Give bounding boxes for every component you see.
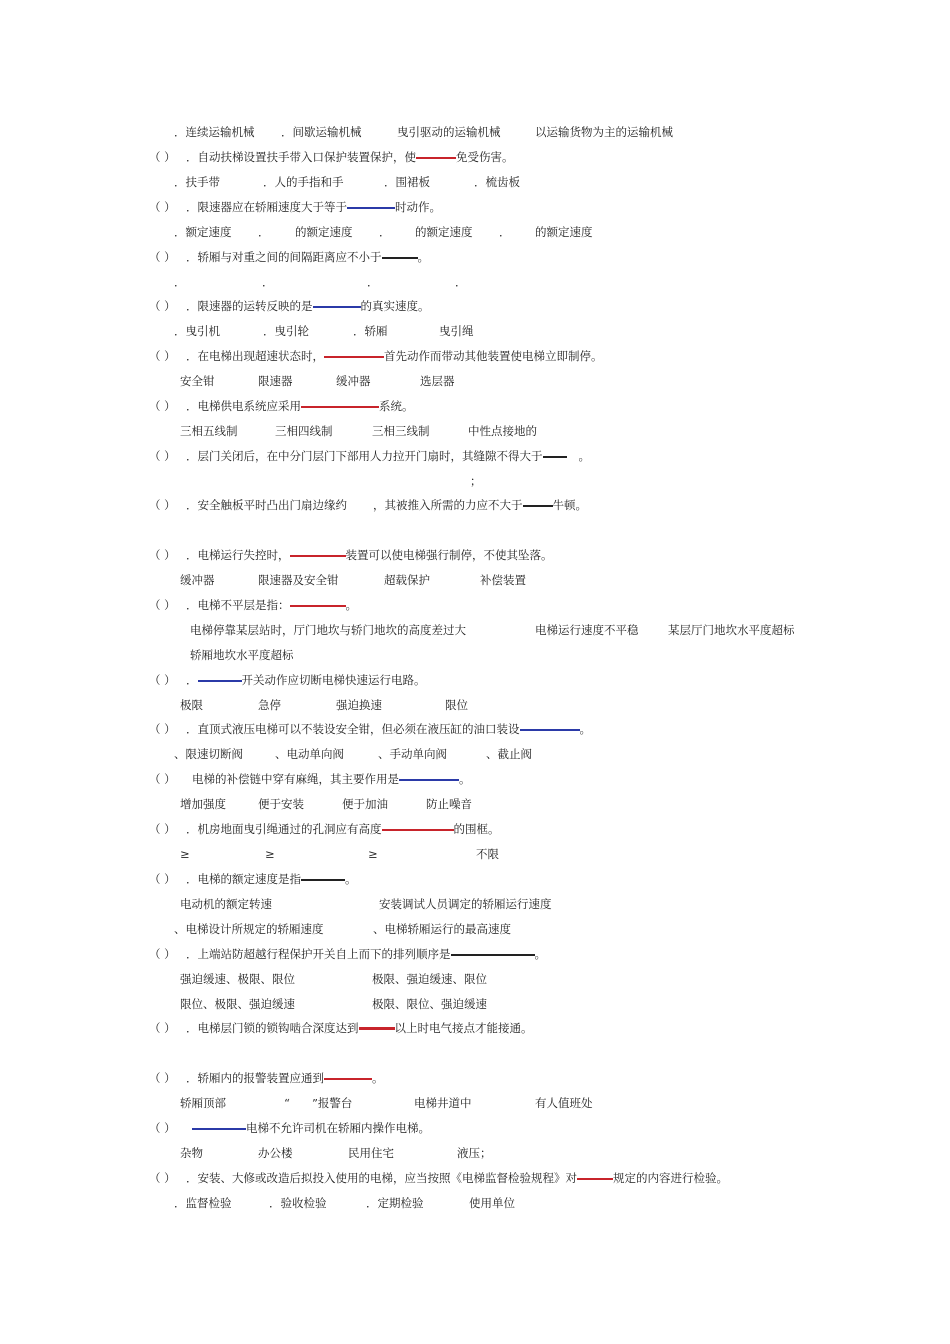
- question-stem: ．轿厢与对重之间的间隔距离应不小于: [186, 250, 382, 264]
- question-stem-end: 免受伤害。: [456, 150, 514, 164]
- answer-blank: [399, 779, 459, 781]
- option-a: 电动机的额定转速: [180, 897, 272, 911]
- question-stem: ．上端站防超越行程保护开关自上而下的排列顺序是: [186, 947, 451, 961]
- answer-blank: [301, 406, 379, 408]
- answer-paren: （ ）: [149, 872, 176, 886]
- option-a: ．: [174, 275, 186, 289]
- question-6: [0, 348, 950, 364]
- answer-paren: （ ）: [149, 947, 176, 961]
- option-d: 有人值班处: [535, 1096, 593, 1110]
- answer-paren: （ ）: [149, 772, 176, 786]
- option-b: 三相四线制: [275, 424, 333, 438]
- answer-paren: （ ）: [149, 1121, 176, 1135]
- question-text: [186, 672, 426, 688]
- option-d: 使用单位: [469, 1196, 515, 1210]
- answer-paren: （ ）: [149, 498, 176, 512]
- question-10: [0, 547, 950, 563]
- option-b: 极限、强迫缓速、限位: [372, 972, 487, 986]
- question-text: [186, 348, 603, 364]
- question-stem: 电梯的补偿链中穿有麻绳，其主要作用是: [192, 772, 399, 786]
- question-text: [186, 199, 441, 215]
- question-stem: ．限速器应在轿厢速度大于等于: [186, 200, 347, 214]
- option-b: 的额定速度: [295, 225, 353, 239]
- answer-paren: （ ）: [149, 722, 176, 736]
- answer-paren: （ ）: [149, 449, 176, 463]
- options-q17-cont: [0, 996, 950, 1012]
- option-c: 、手动单向阀: [378, 747, 447, 761]
- option-b: 限速器及安全钳: [258, 573, 339, 587]
- answer-blank: [347, 207, 395, 209]
- answer-blank: [543, 456, 567, 458]
- answer-blank: [416, 157, 456, 159]
- option-d: 液压；: [457, 1146, 492, 1160]
- answer-blank: [290, 555, 346, 557]
- option-a: 极限: [180, 698, 203, 712]
- options-q17: [0, 971, 950, 987]
- option-b: ．: [262, 275, 274, 289]
- answer-paren: （ ）: [149, 349, 176, 363]
- question-5: [0, 298, 950, 314]
- option-d: 补偿装置: [480, 573, 526, 587]
- option-a: 三相五线制: [180, 424, 238, 438]
- question-stem: ．在电梯出现超速状态时，: [186, 349, 324, 363]
- option-b-marker: ．: [258, 225, 270, 239]
- option-c: ．定期检验: [366, 1196, 424, 1210]
- answer-blank: [382, 829, 454, 831]
- options-q5: [0, 323, 950, 339]
- question-text: [186, 149, 514, 165]
- question-stem-mid: ，其被推入所需的力应不大于: [373, 498, 523, 512]
- answer-paren: （ ）: [149, 1171, 176, 1185]
- option-b: ．验收检验: [269, 1196, 327, 1210]
- answer-blank: [523, 505, 553, 507]
- option-a: ．曳引机: [174, 324, 220, 338]
- option-d: 、电梯轿厢运行的最高速度: [373, 922, 511, 936]
- option-b: ”报警台: [312, 1096, 353, 1110]
- question-9: [0, 497, 950, 513]
- question-text: [186, 448, 590, 464]
- answer-blank: [451, 954, 535, 956]
- question-12: [0, 672, 950, 688]
- option-a: 强迫缓速、极限、限位: [180, 972, 295, 986]
- option-c: 三相三线制: [372, 424, 430, 438]
- answer-paren: （ ）: [149, 150, 176, 164]
- question-3: [0, 199, 950, 215]
- option-a: ．扶手带: [174, 175, 220, 189]
- question-8: [0, 448, 950, 464]
- question-text: [186, 298, 430, 314]
- question-stem-end: 。: [534, 947, 546, 961]
- option-c: 便于加油: [342, 797, 388, 811]
- question-stem-end: 以上时电气接点才能接通。: [394, 1021, 533, 1035]
- answer-paren: （ ）: [149, 299, 176, 313]
- option-c: 民用住宅: [348, 1146, 394, 1160]
- option-b: 便于安装: [258, 797, 304, 811]
- option-b: ≥: [265, 847, 275, 861]
- option-d: 、截止阀: [486, 747, 532, 761]
- answer-paren: （ ）: [149, 250, 176, 264]
- question-stem-end: 。: [345, 872, 357, 886]
- option-a: 增加强度: [180, 797, 226, 811]
- question-stem-end: 规定的内容进行检验。: [613, 1171, 728, 1185]
- question-17: [0, 946, 950, 962]
- question-stem: ．电梯的额定速度是指: [186, 872, 301, 886]
- answer-blank: [577, 1178, 613, 1180]
- answer-paren: （ ）: [149, 399, 176, 413]
- options-q8: [0, 473, 950, 489]
- answer-blank: [198, 680, 242, 682]
- option-b: 办公楼: [258, 1146, 293, 1160]
- option-c: 限位、极限、强迫缓速: [180, 997, 295, 1011]
- options-q14: [0, 796, 950, 812]
- option-c: 、电梯设计所规定的轿厢速度: [174, 922, 324, 936]
- question-stem: 电梯不允许司机在轿厢内操作电梯。: [246, 1121, 430, 1135]
- option-b: 安装调试人员调定的轿厢运行速度: [379, 897, 552, 911]
- question-stem: ．安全触板平时凸出门扇边缘约: [186, 498, 347, 512]
- answer-blank: [192, 1128, 246, 1130]
- question-stem-end: 开关动作应切断电梯快速运行电路。: [241, 673, 426, 687]
- question-stem: ．电梯不平层是指：: [186, 598, 290, 612]
- question-stem-end: 牛顿。: [552, 498, 587, 512]
- question-18: [0, 1020, 950, 1036]
- question-text: [192, 1120, 430, 1136]
- option-d: 轿厢地坎水平度超标: [190, 648, 294, 662]
- option-d: 防止噪音: [426, 797, 472, 811]
- answer-paren: （ ）: [149, 1021, 176, 1035]
- question-stem-end: 装置可以使电梯强行制停，不使其坠落。: [345, 548, 553, 562]
- question-stem-end: 。: [459, 772, 471, 786]
- options-q10: [0, 572, 950, 588]
- question-15: [0, 821, 950, 837]
- question-text: [186, 497, 587, 513]
- answer-blank: [301, 879, 345, 881]
- option-b: 限速器: [258, 374, 293, 388]
- option-b: ．曳引轮: [263, 324, 309, 338]
- question-stem: ．自动扶梯设置扶手带入口保护装置保护，使: [186, 150, 416, 164]
- question-20: [0, 1120, 950, 1136]
- question-text: [186, 547, 553, 563]
- option-separator: ；: [470, 474, 482, 488]
- question-text: [192, 771, 471, 787]
- options-q3: [0, 224, 950, 240]
- answer-blank: [324, 1078, 372, 1080]
- answer-blank: [313, 306, 361, 308]
- option-a: ．监督检验: [174, 1196, 232, 1210]
- question-stem: ．安装、大修或改造后拟投入使用的电梯，应当按照《电梯监督检验规程》对: [186, 1171, 577, 1185]
- option-d: 曳引绳: [439, 324, 474, 338]
- question-text: [186, 871, 357, 887]
- answer-paren: （ ）: [149, 1071, 176, 1085]
- question-stem-end: 。: [345, 598, 357, 612]
- question-stem: ．电梯运行失控时，: [186, 548, 290, 562]
- option-d: 极限、限位、强迫缓速: [372, 997, 487, 1011]
- question-stem: ．直顶式液压电梯可以不装设安全钳，但必须在液压缸的油口装设: [186, 722, 520, 736]
- options-q15: [0, 846, 950, 862]
- option-d: 不限: [476, 847, 499, 861]
- question-text: [186, 1070, 384, 1086]
- question-stem: ．限速器的运转反映的是: [186, 299, 313, 313]
- question-stem-end: 的真实速度。: [360, 299, 430, 313]
- question-2: [0, 149, 950, 165]
- question-stem-end: 。: [417, 250, 429, 264]
- option-a: 轿厢顶部: [180, 1096, 226, 1110]
- options-q11: [0, 622, 950, 638]
- question-stem: ．机房地面曳引绳通过的孔洞应有高度: [186, 822, 382, 836]
- option-a: 缓冲器: [180, 573, 215, 587]
- option-b: 、电动单向阀: [275, 747, 344, 761]
- options-q2: [0, 174, 950, 190]
- question-stem: ．层门关闭后，在中分门层门下部用人力拉开门扇时，其缝隙不得大于: [186, 449, 543, 463]
- option-d: 限位: [445, 698, 468, 712]
- options-q13: [0, 746, 950, 762]
- option-d: ．梳齿板: [474, 175, 520, 189]
- options-q21: [0, 1195, 950, 1211]
- question-21: [0, 1170, 950, 1186]
- question-stem-end: 。: [578, 449, 590, 463]
- answer-paren: （ ）: [149, 548, 176, 562]
- question-text: [186, 249, 429, 265]
- options-q19: [0, 1095, 950, 1111]
- options-q12: [0, 697, 950, 713]
- question-text: [186, 821, 500, 837]
- option-a: 、限速切断阀: [174, 747, 243, 761]
- option-c: 电梯井道中: [414, 1096, 472, 1110]
- option-a: ．连续运输机械: [174, 125, 255, 139]
- question-stem: ．: [186, 673, 198, 687]
- option-c: ≥: [368, 847, 378, 861]
- option-d: 的额定速度: [535, 225, 593, 239]
- options-q4: [0, 274, 950, 290]
- option-b: ．间歇运输机械: [281, 125, 362, 139]
- question-stem-end: 的围框。: [453, 822, 500, 836]
- question-text: [186, 946, 546, 962]
- answer-blank: [382, 257, 418, 259]
- option-a: ≥: [180, 847, 190, 861]
- question-stem-end: 。: [372, 1071, 384, 1085]
- question-stem-end: 。: [579, 722, 591, 736]
- option-d: 选层器: [420, 374, 455, 388]
- option-d: ．: [455, 275, 467, 289]
- question-text: [186, 597, 357, 613]
- option-c: ．轿厢: [353, 324, 388, 338]
- option-d-marker: ．: [499, 225, 511, 239]
- question-text: [186, 1170, 728, 1186]
- options-q11-cont: [0, 647, 950, 663]
- option-c: 曳引驱动的运输机械: [397, 125, 501, 139]
- question-4: [0, 249, 950, 265]
- question-14: [0, 771, 950, 787]
- question-7: [0, 398, 950, 414]
- option-b: ．人的手指和手: [263, 175, 344, 189]
- option-c: ．围裙板: [384, 175, 430, 189]
- option-c: 的额定速度: [415, 225, 473, 239]
- options-q7: [0, 423, 950, 439]
- question-stem-end: 时动作。: [395, 200, 441, 214]
- question-stem: ．电梯层门锁的锁钩啮合深度达到: [186, 1021, 359, 1035]
- question-stem: ．电梯供电系统应采用: [186, 399, 301, 413]
- option-d: 以运输货物为主的运输机械: [535, 125, 673, 139]
- question-stem-end: 首先动作而带动其他装置使电梯立即制停。: [384, 349, 603, 363]
- option-a: 安全钳: [180, 374, 215, 388]
- option-a: 电梯停靠某层站时，厅门地坎与轿门地坎的高度差过大: [190, 623, 466, 637]
- option-b: 急停: [258, 698, 281, 712]
- option-c: 缓冲器: [336, 374, 371, 388]
- question-11: [0, 597, 950, 613]
- question-13: [0, 721, 950, 737]
- option-a: ．额定速度: [174, 225, 232, 239]
- answer-paren: （ ）: [149, 598, 176, 612]
- option-b-open-quote: “: [284, 1096, 290, 1110]
- answer-paren: （ ）: [149, 673, 176, 687]
- question-text: [186, 1020, 533, 1036]
- question-19: [0, 1070, 950, 1086]
- option-c: ．: [367, 275, 379, 289]
- question-text: [186, 398, 414, 414]
- question-stem: ．轿厢内的报警装置应通到: [186, 1071, 324, 1085]
- options-q16-cont: [0, 921, 950, 937]
- answer-blank: [359, 1027, 395, 1030]
- option-c-marker: ．: [379, 225, 391, 239]
- option-d: 中性点接地的: [468, 424, 537, 438]
- answer-blank: [290, 605, 346, 607]
- question-stem-end: 系统。: [379, 399, 414, 413]
- options-q6: [0, 373, 950, 389]
- option-c: 超载保护: [384, 573, 430, 587]
- options-q16: [0, 896, 950, 912]
- answer-paren: （ ）: [149, 200, 176, 214]
- answer-blank: [324, 356, 384, 358]
- answer-paren: （ ）: [149, 822, 176, 836]
- question-text: [186, 721, 591, 737]
- answer-blank: [520, 729, 580, 731]
- option-c: 某层厅门地坎水平度超标: [668, 623, 795, 637]
- option-b: 电梯运行速度不平稳: [535, 623, 639, 637]
- option-a: 杂物: [180, 1146, 203, 1160]
- question-16: [0, 871, 950, 887]
- options-q20: [0, 1145, 950, 1161]
- option-c: 强迫换速: [336, 698, 382, 712]
- options-q1: [0, 124, 950, 140]
